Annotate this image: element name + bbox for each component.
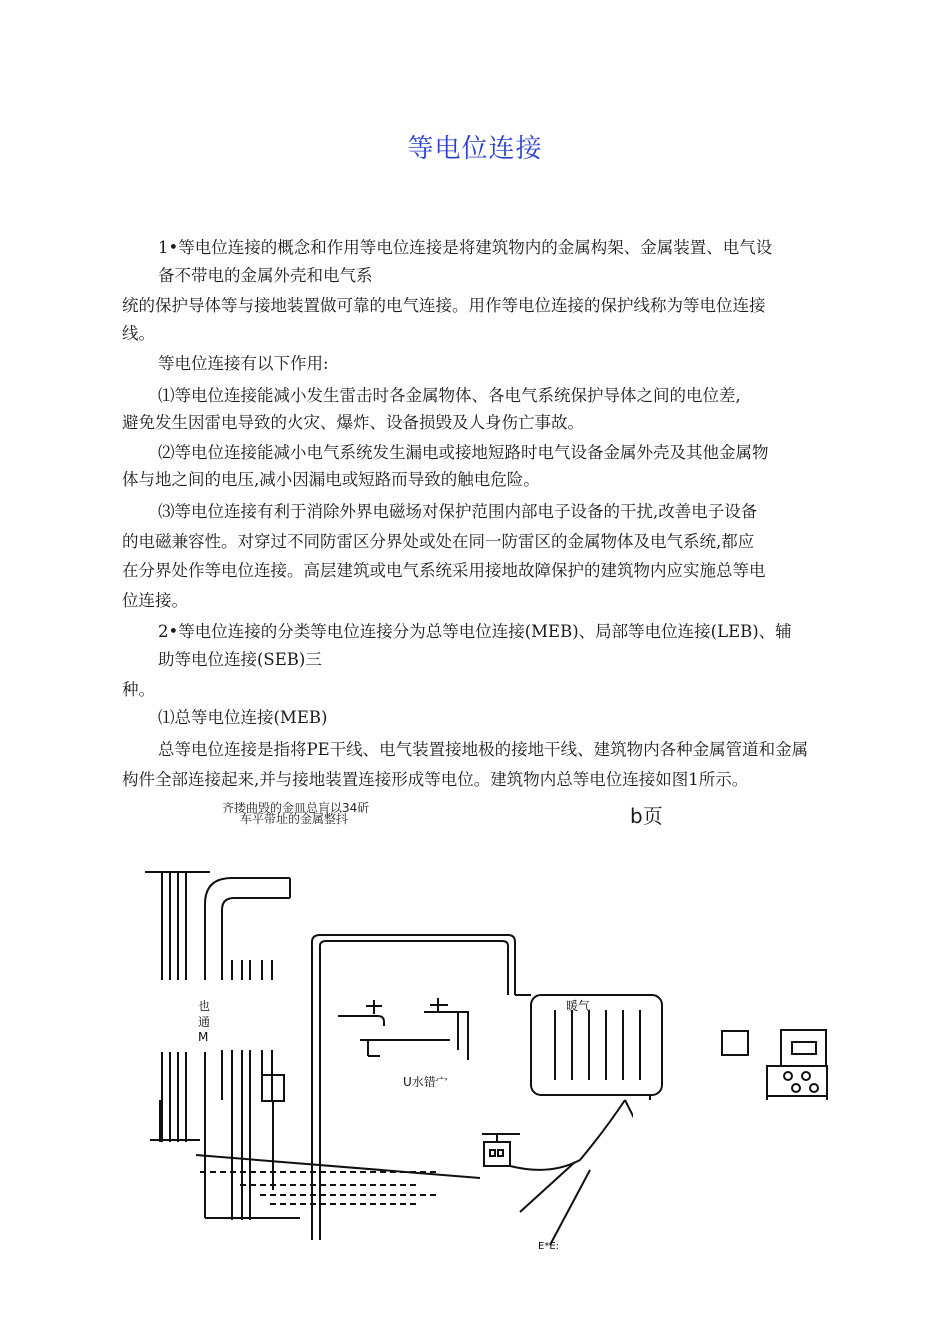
paragraph-line: 助等电位连接(SEB)三: [158, 650, 322, 669]
paragraph-line: 1•等电位连接的概念和作用等电位连接是将建筑物内的金属构架、金属装置、电气设: [158, 238, 773, 257]
paragraph-line: 的电磁兼容性。对穿过不同防雷区分界处或处在同一防雷区的金属物体及电气系统,都应: [122, 532, 755, 551]
paragraph-line: 避免发生因雷电导致的火灾、爆炸、设备损毁及人身伤亡事故。: [122, 413, 584, 432]
elbow-pipe-inner: [222, 898, 290, 910]
paragraph-line: ⑴等电位连接能减小发生雷击时各金属物体、各电气系统保护导体之间的电位差,: [158, 386, 741, 405]
outlet-box: [722, 1031, 748, 1055]
paragraph-line: 体与地之间的电压,减小因漏电或短路而导致的触电危险。: [122, 470, 540, 489]
elbow-pipe-outer: [205, 878, 290, 904]
paragraph-line: ⑵等电位连接能减小电气系统发生漏电或接地短路时电气设备金属外壳及其他金属物: [158, 443, 769, 462]
left-label-2: 通: [198, 1015, 211, 1029]
stove-back: [781, 1030, 826, 1066]
figure-caption-line2: 车平带址的金属整抖: [240, 812, 349, 826]
water-label: U水错宀: [403, 1075, 448, 1089]
heater-label: 暖气: [566, 999, 591, 1013]
equipotential-diagram: [0, 800, 950, 1344]
paragraph-line: 等电位连接有以下作用:: [158, 354, 329, 373]
paragraph-line: 构件全部连接起来,并与接地装置连接形成等电位。建筑物内总等电位连接如图1所示。: [122, 770, 749, 789]
paragraph-line: ⑶等电位连接有利于消除外界电磁场对保护范围内部电子设备的干扰,改善电子设备: [158, 502, 758, 521]
tap-left: [338, 1016, 384, 1026]
figure-caption-line1: 齐搂曲毁的金皿总肓以34斫: [222, 801, 370, 815]
left-label-3-clip: [198, 1032, 212, 1042]
paragraph-line: 位连接。: [122, 591, 188, 610]
paragraph-line: 统的保护导体等与接地装置做可靠的电气连接。用作等电位连接的保护线称为等电位连接: [122, 296, 766, 315]
bottom-label-clip: [538, 1241, 578, 1252]
paragraph-line: 总等电位连接是指将PE干线、电气装置接地极的接地干线、建筑物内各种金属管道和金属: [158, 740, 809, 759]
left-label-1: 也: [198, 999, 211, 1013]
left-label-3: M: [198, 1030, 209, 1044]
paragraph-line: 在分界处作等电位连接。高层建筑或电气系统采用接地故障保护的建筑物内应实施总等电: [122, 561, 766, 580]
paragraph-line: 线。: [122, 324, 155, 343]
document-title: 等电位连接: [407, 134, 543, 164]
paragraph-line: 种。: [122, 680, 155, 699]
paragraph-line: 备不带电的金属外壳和电气系: [158, 266, 373, 285]
bottom-label: E*E:: [538, 1241, 560, 1252]
paragraph-line: ⑴总等电位连接(MEB): [158, 708, 328, 727]
figure-fragment-text: b页: [630, 804, 663, 828]
paragraph-line: 2•等电位连接的分类等电位连接分为总等电位连接(MEB)、局部等电位连接(LEB)、辅: [158, 622, 792, 641]
